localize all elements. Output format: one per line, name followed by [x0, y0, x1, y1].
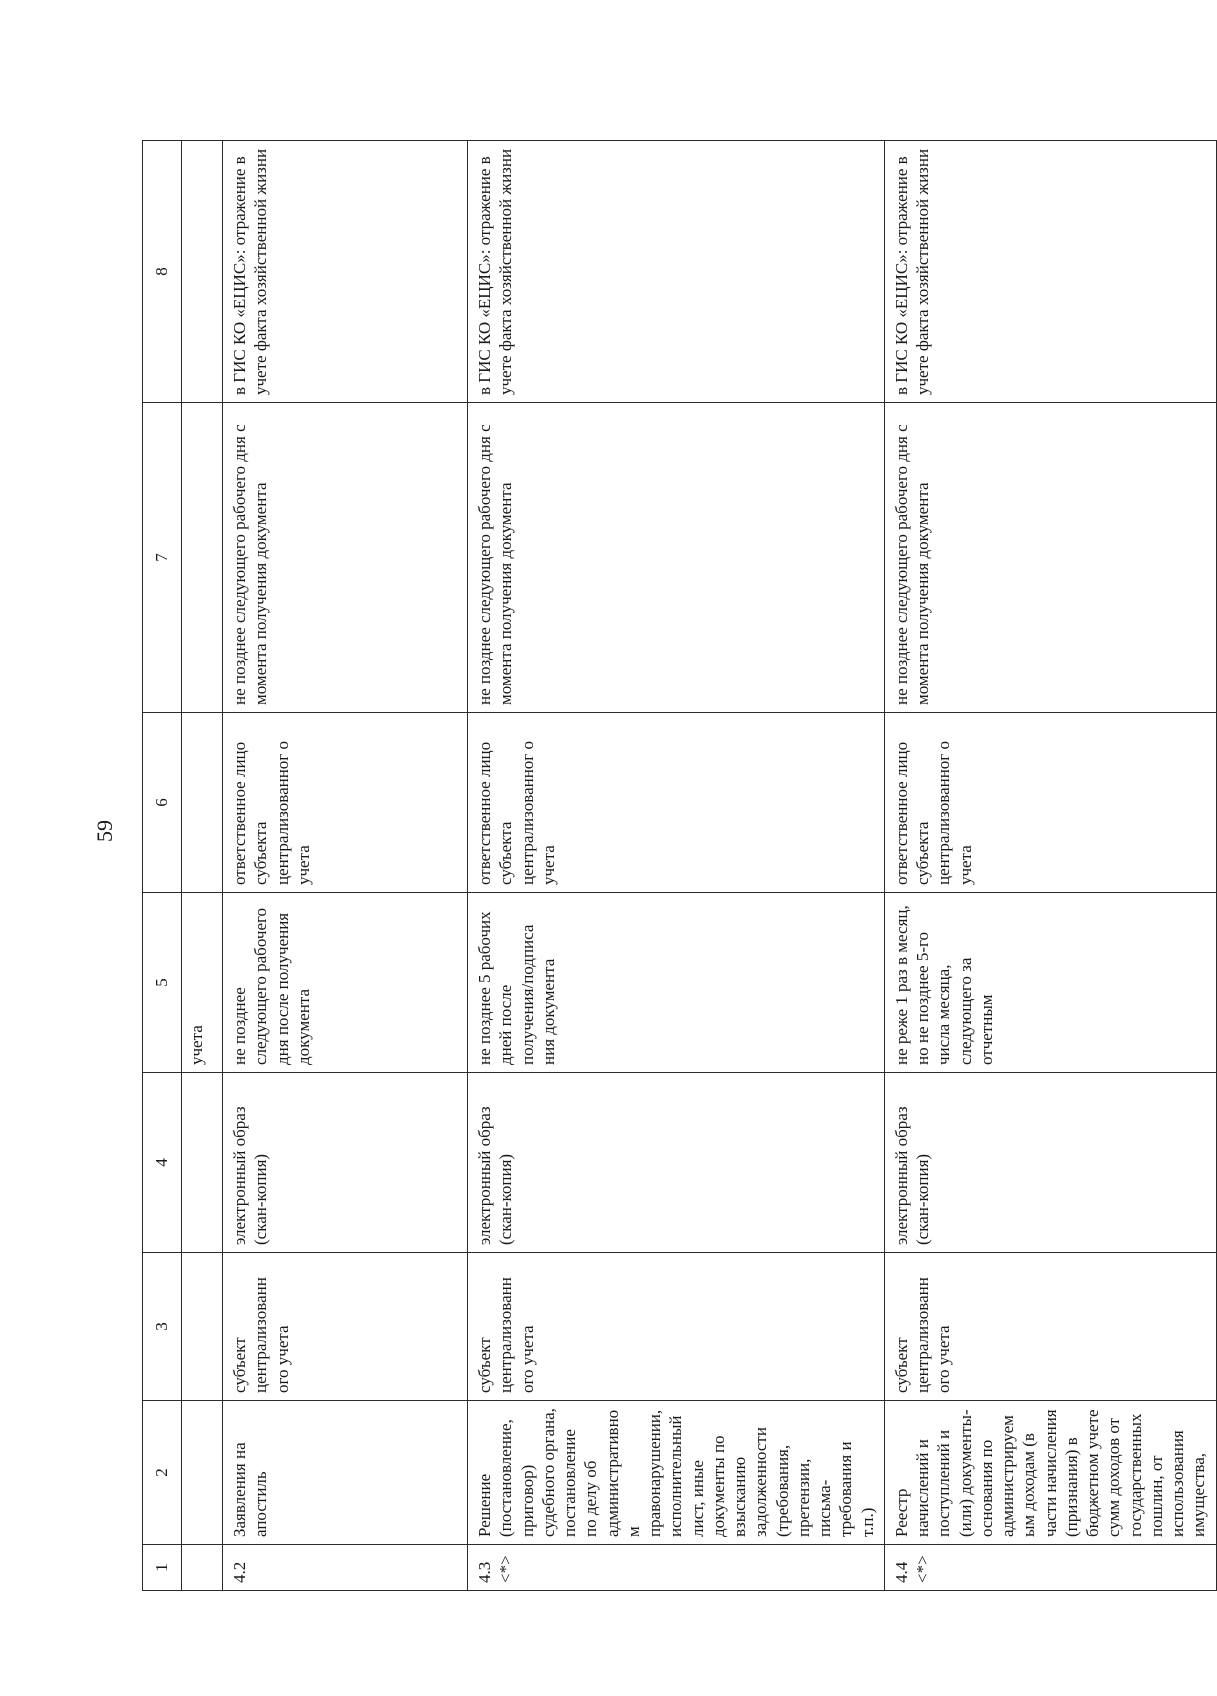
responsible-person: ответственное лицо субъекта централизованног о учета	[884, 713, 1216, 893]
accounting-action: в ГИС КО «ЕЦИС»: отражение в учете факта хозяйственной жизни	[468, 141, 885, 403]
table-row	[468, 141, 885, 1591]
header-cell: 4	[143, 1073, 182, 1253]
originator: субъект централизованн ого учета	[884, 1253, 1216, 1401]
accounting-action: в ГИС КО «ЕЦИС»: отражение в учете факта хозяйственной жизни	[884, 141, 1216, 403]
row-number: 4.3 <*>	[468, 1545, 885, 1591]
table-cell	[182, 713, 223, 893]
table-cell	[182, 1401, 223, 1545]
page-number: 59	[92, 820, 117, 842]
table-cell	[182, 403, 223, 713]
document-form: электронный образ (скан-копия)	[468, 1073, 885, 1253]
table-cell	[182, 1545, 223, 1591]
originator: субъект централизованн ого учета	[468, 1253, 885, 1401]
document-name: Решение (постановление, приговор) судебного органа, постановление по делу об административном правонарушении, исполнительный лист, иные документы по взысканию задолженности (требования, претензии, письма-требования и т.п.)	[468, 1401, 885, 1545]
row-number: 4.4 <*>	[884, 1545, 1216, 1591]
document-table	[142, 140, 1217, 1591]
accounting-action: в ГИС КО «ЕЦИС»: отражение в учете факта хозяйственной жизни	[223, 141, 468, 403]
continuation-row	[182, 141, 223, 1591]
responsible-person: ответственное лицо субъекта централизованног о учета	[223, 713, 468, 893]
document-name: Реестр начислений и поступлений и (или) документы-основания по администрируемым доходам (в части начисления (признания) в бюджетном учете сумм доходов от государственных пошлин, от использования имущества,	[884, 1401, 1216, 1545]
header-cell: 7	[143, 403, 182, 713]
processing-deadline: не позднее следующего рабочего дня с момента получения документа	[884, 403, 1216, 713]
processing-deadline: не позднее следующего рабочего дня с момента получения документа	[468, 403, 885, 713]
header-cell: 8	[143, 141, 182, 403]
responsible-person: ответственное лицо субъекта централизованног о учета	[468, 713, 885, 893]
document-form: электронный образ (скан-копия)	[884, 1073, 1216, 1253]
submission-deadline: не реже 1 раз в месяц, но не позднее 5-го числа месяца, следующего за отчетным	[884, 893, 1216, 1073]
originator: субъект централизованн ого учета	[223, 1253, 468, 1401]
row-number: 4.2	[223, 1545, 468, 1591]
processing-deadline: не позднее следующего рабочего дня с момента получения документа	[223, 403, 468, 713]
document-name: Заявления на апостиль	[223, 1401, 468, 1545]
table-cell	[182, 1073, 223, 1253]
table-cell	[182, 1253, 223, 1401]
header-cell: 5	[143, 893, 182, 1073]
header-cell: 1	[143, 1545, 182, 1591]
header-cell: 3	[143, 1253, 182, 1401]
header-cell: 6	[143, 713, 182, 893]
document-form: электронный образ (скан-копия)	[223, 1073, 468, 1253]
table-cell	[182, 141, 223, 403]
submission-deadline: не позднее 5 рабочих дней после получения/подписа ния документа	[468, 893, 885, 1073]
submission-deadline: не позднее следующего рабочего дня после получения документа	[223, 893, 468, 1073]
header-cell: 2	[143, 1401, 182, 1545]
rotated-table-container	[142, 141, 1209, 1591]
table-row	[223, 141, 468, 1591]
header-row	[143, 141, 182, 1591]
table-row	[884, 141, 1216, 1591]
table-cell: учета	[182, 893, 223, 1073]
